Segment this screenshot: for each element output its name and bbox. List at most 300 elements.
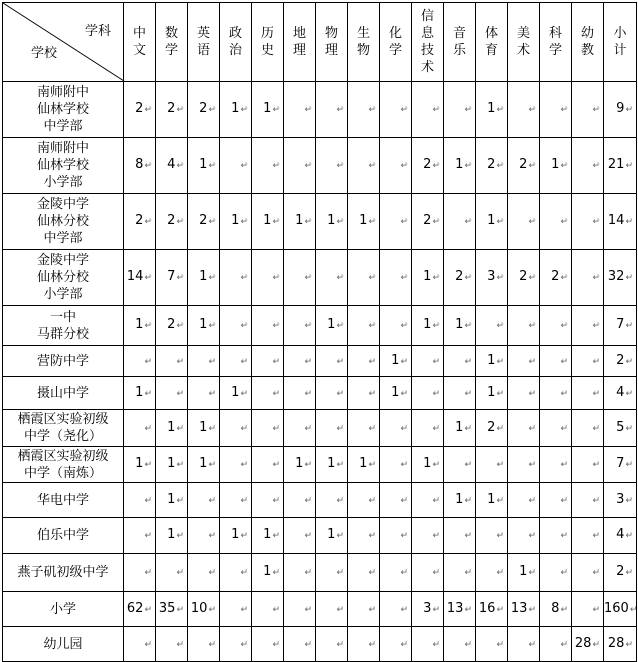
count-cell — [252, 194, 284, 250]
count-value: 1 — [327, 456, 336, 471]
paragraph-mark-icon: ↵ — [625, 495, 633, 506]
school-name-cell — [3, 592, 124, 627]
subject-header-label: 信息技术 — [420, 9, 434, 75]
count-cell — [316, 627, 348, 662]
count-cell — [572, 554, 604, 592]
count-cell — [124, 377, 156, 410]
count-cell — [380, 138, 412, 194]
paragraph-mark-icon: ↵ — [625, 321, 633, 331]
paragraph-mark-icon: ↵ — [496, 321, 504, 331]
school-name-line: 南师附中 — [36, 141, 89, 156]
count-value: 1 — [199, 456, 208, 471]
count-value: 1 — [263, 527, 272, 542]
count-cell — [220, 410, 252, 447]
paragraph-mark-icon: ↵ — [208, 388, 216, 399]
paragraph-mark-icon: ↵ — [368, 356, 376, 367]
subject-header — [476, 3, 508, 82]
paragraph-mark-icon: ↵ — [368, 217, 376, 227]
table-row — [3, 627, 637, 662]
paragraph-mark-icon: ↵ — [560, 217, 568, 227]
count-cell — [284, 138, 316, 194]
corner-subject-label: 学科 — [84, 24, 111, 39]
paragraph-mark-icon: ↵ — [528, 105, 536, 115]
paragraph-mark-icon: ↵ — [208, 568, 216, 578]
paragraph-mark-icon: ↵ — [560, 423, 568, 434]
count-value: 1 — [263, 564, 272, 579]
count-cell — [284, 483, 316, 518]
count-cell — [380, 250, 412, 306]
count-value: 1 — [167, 491, 176, 507]
count-value: 1 — [135, 317, 144, 332]
paragraph-mark-icon: ↵ — [464, 273, 472, 283]
count-cell — [540, 627, 572, 662]
count-cell — [476, 377, 508, 410]
count-value: 1 — [359, 456, 368, 471]
paragraph-mark-icon: ↵ — [336, 568, 344, 578]
count-cell — [444, 346, 476, 377]
paragraph-mark-icon: ↵ — [528, 639, 536, 650]
paragraph-mark-icon: ↵ — [304, 604, 312, 615]
subject-header-label: 英语 — [196, 26, 210, 58]
paragraph-mark-icon: ↵ — [560, 388, 568, 399]
subject-header — [316, 3, 348, 82]
count-cell — [188, 592, 220, 627]
count-cell — [540, 410, 572, 447]
paragraph-mark-icon: ↵ — [528, 217, 536, 227]
count-cell — [284, 592, 316, 627]
count-cell — [380, 518, 412, 554]
paragraph-mark-icon: ↵ — [272, 105, 280, 115]
count-value: 16 — [478, 600, 496, 616]
count-cell — [540, 554, 572, 592]
paragraph-mark-icon: ↵ — [496, 356, 504, 367]
paragraph-mark-icon: ↵ — [368, 105, 376, 115]
count-cell — [188, 483, 220, 518]
paragraph-mark-icon: ↵ — [240, 423, 248, 434]
school-name-line: 中学部 — [43, 231, 83, 246]
count-cell — [572, 138, 604, 194]
count-cell — [348, 447, 380, 483]
paragraph-mark-icon: ↵ — [176, 321, 184, 331]
paragraph-mark-icon: ↵ — [592, 217, 600, 227]
count-cell — [476, 627, 508, 662]
paragraph-mark-icon: ↵ — [304, 568, 312, 578]
paragraph-mark-icon: ↵ — [176, 495, 184, 506]
paragraph-mark-icon: ↵ — [208, 423, 216, 434]
paragraph-mark-icon: ↵ — [464, 161, 472, 171]
count-cell — [156, 250, 188, 306]
count-value: 35 — [158, 600, 176, 616]
paragraph-mark-icon: ↵ — [464, 604, 472, 615]
paragraph-mark-icon: ↵ — [304, 273, 312, 283]
count-cell — [316, 194, 348, 250]
count-cell — [444, 518, 476, 554]
paragraph-mark-icon: ↵ — [400, 356, 408, 367]
school-name-cell — [3, 627, 124, 662]
paragraph-mark-icon: ↵ — [368, 639, 376, 650]
count-value: 1 — [487, 491, 496, 507]
count-value: 2 — [616, 352, 625, 368]
count-cell — [156, 377, 188, 410]
count-cell — [156, 306, 188, 346]
count-cell — [188, 447, 220, 483]
paragraph-mark-icon: ↵ — [176, 639, 184, 650]
paragraph-mark-icon: ↵ — [240, 105, 248, 115]
paragraph-mark-icon: ↵ — [528, 321, 536, 331]
count-cell — [252, 518, 284, 554]
count-cell — [380, 377, 412, 410]
count-cell — [508, 518, 540, 554]
count-value: 1 — [423, 317, 432, 332]
paragraph-mark-icon: ↵ — [625, 388, 633, 399]
count-cell — [124, 518, 156, 554]
paragraph-mark-icon: ↵ — [560, 568, 568, 578]
count-cell — [604, 410, 637, 447]
count-cell — [316, 377, 348, 410]
count-cell — [380, 410, 412, 447]
paragraph-mark-icon: ↵ — [528, 604, 536, 615]
count-cell — [540, 346, 572, 377]
paragraph-mark-icon: ↵ — [560, 460, 568, 470]
paragraph-mark-icon: ↵ — [176, 356, 184, 367]
count-cell — [252, 346, 284, 377]
paragraph-mark-icon: ↵ — [400, 217, 408, 227]
paragraph-mark-icon: ↵ — [432, 356, 440, 367]
count-cell — [604, 554, 637, 592]
count-value: 28 — [607, 635, 625, 651]
table-row — [3, 518, 637, 554]
paragraph-mark-icon: ↵ — [208, 460, 216, 470]
paragraph-mark-icon: ↵ — [432, 568, 440, 578]
subject-header — [284, 3, 316, 82]
count-value: 1 — [455, 419, 464, 435]
table-row — [3, 592, 637, 627]
paragraph-mark-icon: ↵ — [560, 321, 568, 331]
paragraph-mark-icon: ↵ — [528, 423, 536, 434]
count-cell — [220, 250, 252, 306]
paragraph-mark-icon: ↵ — [272, 388, 280, 399]
count-value: 1 — [199, 419, 208, 435]
count-value: 8 — [135, 157, 144, 172]
school-name-line: 中学（南炼） — [23, 465, 102, 481]
school-name-cell — [3, 483, 124, 518]
count-cell — [188, 250, 220, 306]
paragraph-mark-icon: ↵ — [176, 105, 184, 115]
count-cell — [476, 447, 508, 483]
paragraph-mark-icon: ↵ — [560, 161, 568, 171]
count-cell — [252, 82, 284, 138]
paragraph-mark-icon: ↵ — [176, 217, 184, 227]
paragraph-mark-icon: ↵ — [272, 495, 280, 506]
count-cell — [348, 194, 380, 250]
count-cell — [188, 627, 220, 662]
paragraph-mark-icon: ↵ — [336, 161, 344, 171]
count-cell — [604, 194, 637, 250]
count-value: 2 — [423, 213, 432, 228]
count-value: 1 — [167, 419, 176, 435]
school-name-line: 伯乐中学 — [36, 528, 89, 543]
count-cell — [444, 483, 476, 518]
count-cell — [252, 447, 284, 483]
count-value: 1 — [199, 157, 208, 172]
count-cell — [604, 250, 637, 306]
paragraph-mark-icon: ↵ — [592, 423, 600, 434]
paragraph-mark-icon: ↵ — [336, 423, 344, 434]
paragraph-mark-icon: ↵ — [240, 604, 248, 615]
count-cell — [476, 554, 508, 592]
paragraph-mark-icon: ↵ — [272, 161, 280, 171]
paragraph-mark-icon: ↵ — [496, 161, 504, 171]
count-cell — [508, 592, 540, 627]
count-cell — [476, 138, 508, 194]
count-cell — [508, 447, 540, 483]
count-value: 28 — [574, 635, 592, 651]
paragraph-mark-icon: ↵ — [528, 273, 536, 283]
count-cell — [348, 627, 380, 662]
count-cell — [124, 483, 156, 518]
paragraph-mark-icon: ↵ — [240, 460, 248, 470]
subject-header-label: 地理 — [292, 26, 306, 58]
count-cell — [508, 250, 540, 306]
count-value: 2 — [487, 157, 496, 172]
school-name-cell — [3, 138, 124, 194]
paragraph-mark-icon: ↵ — [400, 321, 408, 331]
paragraph-mark-icon: ↵ — [592, 639, 600, 650]
count-value: 2 — [519, 269, 528, 284]
paragraph-mark-icon: ↵ — [304, 161, 312, 171]
subject-header — [444, 3, 476, 82]
count-cell — [444, 627, 476, 662]
count-cell — [444, 377, 476, 410]
count-cell — [188, 346, 220, 377]
count-value: 2 — [551, 269, 560, 284]
count-cell — [220, 138, 252, 194]
paragraph-mark-icon: ↵ — [208, 273, 216, 283]
subject-header — [220, 3, 252, 82]
paragraph-mark-icon: ↵ — [625, 217, 633, 227]
count-cell — [508, 82, 540, 138]
count-value: 14 — [607, 213, 625, 228]
count-cell — [412, 250, 444, 306]
school-name-line: 小学部 — [43, 287, 83, 302]
paragraph-mark-icon: ↵ — [240, 161, 248, 171]
subject-header-label: 体育 — [484, 26, 498, 58]
paragraph-mark-icon: ↵ — [464, 321, 472, 331]
school-name-cell — [3, 194, 124, 250]
school-name-cell — [3, 518, 124, 554]
count-cell — [444, 554, 476, 592]
count-value: 2 — [135, 101, 144, 116]
count-cell — [540, 138, 572, 194]
count-cell — [380, 554, 412, 592]
count-cell — [380, 194, 412, 250]
count-value: 2 — [455, 269, 464, 284]
count-value: 1 — [167, 456, 176, 471]
table-row — [3, 410, 637, 447]
count-cell — [508, 194, 540, 250]
count-value: 1 — [167, 527, 176, 542]
count-cell — [124, 138, 156, 194]
paragraph-mark-icon: ↵ — [336, 604, 344, 615]
count-cell — [220, 554, 252, 592]
paragraph-mark-icon: ↵ — [625, 460, 633, 470]
count-cell — [444, 410, 476, 447]
school-name-line: 栖霞区实验初级 — [17, 412, 109, 427]
count-cell — [508, 627, 540, 662]
paragraph-mark-icon: ↵ — [304, 423, 312, 434]
paragraph-mark-icon: ↵ — [625, 639, 633, 650]
paragraph-mark-icon: ↵ — [464, 217, 472, 227]
paragraph-mark-icon: ↵ — [432, 460, 440, 470]
count-cell — [188, 138, 220, 194]
count-cell — [412, 447, 444, 483]
table-row — [3, 554, 637, 592]
count-cell — [476, 346, 508, 377]
count-value: 1 — [231, 213, 240, 228]
count-cell — [540, 518, 572, 554]
count-cell — [476, 306, 508, 346]
paragraph-mark-icon: ↵ — [176, 273, 184, 283]
table-row — [3, 447, 637, 483]
paragraph-mark-icon: ↵ — [272, 356, 280, 367]
count-cell — [156, 627, 188, 662]
paragraph-mark-icon: ↵ — [625, 105, 633, 115]
count-cell — [316, 483, 348, 518]
count-cell — [508, 346, 540, 377]
count-cell — [412, 138, 444, 194]
count-cell — [348, 592, 380, 627]
paragraph-mark-icon: ↵ — [240, 217, 248, 227]
count-cell — [348, 82, 380, 138]
paragraph-mark-icon: ↵ — [336, 388, 344, 399]
paragraph-mark-icon: ↵ — [240, 388, 248, 399]
count-cell — [124, 250, 156, 306]
paragraph-mark-icon: ↵ — [592, 273, 600, 283]
count-cell — [284, 627, 316, 662]
school-name-line: 一中 — [49, 309, 76, 325]
school-name-line: 营防中学 — [36, 353, 89, 369]
count-cell — [188, 554, 220, 592]
count-value: 1 — [263, 213, 272, 228]
count-value: 3 — [487, 269, 496, 284]
paragraph-mark-icon: ↵ — [272, 423, 280, 434]
paragraph-mark-icon: ↵ — [336, 105, 344, 115]
count-value: 13 — [446, 600, 464, 616]
subject-header — [508, 3, 540, 82]
paragraph-mark-icon: ↵ — [304, 321, 312, 331]
count-cell — [604, 82, 637, 138]
count-cell — [540, 82, 572, 138]
subject-header-label: 数学 — [164, 26, 178, 58]
paragraph-mark-icon: ↵ — [464, 105, 472, 115]
count-cell — [316, 592, 348, 627]
paragraph-mark-icon: ↵ — [176, 423, 184, 434]
paragraph-mark-icon: ↵ — [625, 531, 633, 541]
subject-header — [348, 3, 380, 82]
school-name-line: 仙林学校 — [36, 158, 89, 173]
table-row — [3, 138, 637, 194]
paragraph-mark-icon: ↵ — [304, 639, 312, 650]
school-name-line: 小学 — [49, 601, 76, 617]
count-cell — [604, 447, 637, 483]
count-value: 4 — [616, 527, 625, 542]
count-cell — [572, 377, 604, 410]
count-cell — [220, 447, 252, 483]
paragraph-mark-icon: ↵ — [496, 388, 504, 399]
count-value: 2 — [167, 101, 176, 116]
paragraph-mark-icon: ↵ — [144, 531, 152, 541]
count-value: 4 — [167, 157, 176, 172]
paragraph-mark-icon: ↵ — [272, 273, 280, 283]
school-name-line: 马群分校 — [36, 326, 89, 342]
subject-header — [188, 3, 220, 82]
paragraph-mark-icon: ↵ — [144, 217, 152, 227]
paragraph-mark-icon: ↵ — [272, 321, 280, 331]
paragraph-mark-icon: ↵ — [560, 356, 568, 367]
count-value: 7 — [616, 317, 625, 332]
paragraph-mark-icon: ↵ — [400, 531, 408, 541]
paragraph-mark-icon: ↵ — [208, 356, 216, 367]
count-value: 3 — [616, 491, 625, 507]
count-cell — [124, 82, 156, 138]
paragraph-mark-icon: ↵ — [496, 604, 504, 615]
paragraph-mark-icon: ↵ — [208, 217, 216, 227]
count-cell — [252, 483, 284, 518]
count-cell — [124, 554, 156, 592]
count-cell — [508, 410, 540, 447]
count-value: 1 — [295, 456, 304, 471]
paragraph-mark-icon: ↵ — [336, 217, 344, 227]
school-name-line: 仙林分校 — [36, 214, 89, 229]
count-cell — [220, 377, 252, 410]
paragraph-mark-icon: ↵ — [560, 604, 568, 615]
paragraph-mark-icon: ↵ — [240, 639, 248, 650]
paragraph-mark-icon: ↵ — [368, 321, 376, 331]
count-cell — [412, 554, 444, 592]
paragraph-mark-icon: ↵ — [464, 639, 472, 650]
count-value: 1 — [551, 157, 560, 172]
paragraph-mark-icon: ↵ — [629, 604, 638, 615]
paragraph-mark-icon: ↵ — [592, 356, 600, 367]
paragraph-mark-icon: ↵ — [432, 273, 440, 283]
count-cell — [476, 250, 508, 306]
paragraph-mark-icon: ↵ — [592, 161, 600, 171]
paragraph-mark-icon: ↵ — [304, 531, 312, 541]
paragraph-mark-icon: ↵ — [496, 639, 504, 650]
paragraph-mark-icon: ↵ — [464, 568, 472, 578]
count-cell — [412, 627, 444, 662]
paragraph-mark-icon: ↵ — [432, 388, 440, 399]
school-name-cell — [3, 82, 124, 138]
count-cell — [284, 377, 316, 410]
count-cell — [220, 194, 252, 250]
paragraph-mark-icon: ↵ — [144, 568, 152, 578]
paragraph-mark-icon: ↵ — [208, 495, 216, 506]
paragraph-mark-icon: ↵ — [368, 604, 376, 615]
paragraph-mark-icon: ↵ — [464, 356, 472, 367]
count-value: 2 — [616, 564, 625, 579]
subject-header — [124, 3, 156, 82]
count-cell — [188, 306, 220, 346]
paragraph-mark-icon: ↵ — [304, 356, 312, 367]
count-cell — [476, 483, 508, 518]
count-cell — [252, 306, 284, 346]
count-value: 10 — [190, 600, 208, 616]
count-cell — [540, 447, 572, 483]
paragraph-mark-icon: ↵ — [528, 161, 536, 171]
count-value: 1 — [487, 352, 496, 368]
paragraph-mark-icon: ↵ — [144, 495, 152, 506]
